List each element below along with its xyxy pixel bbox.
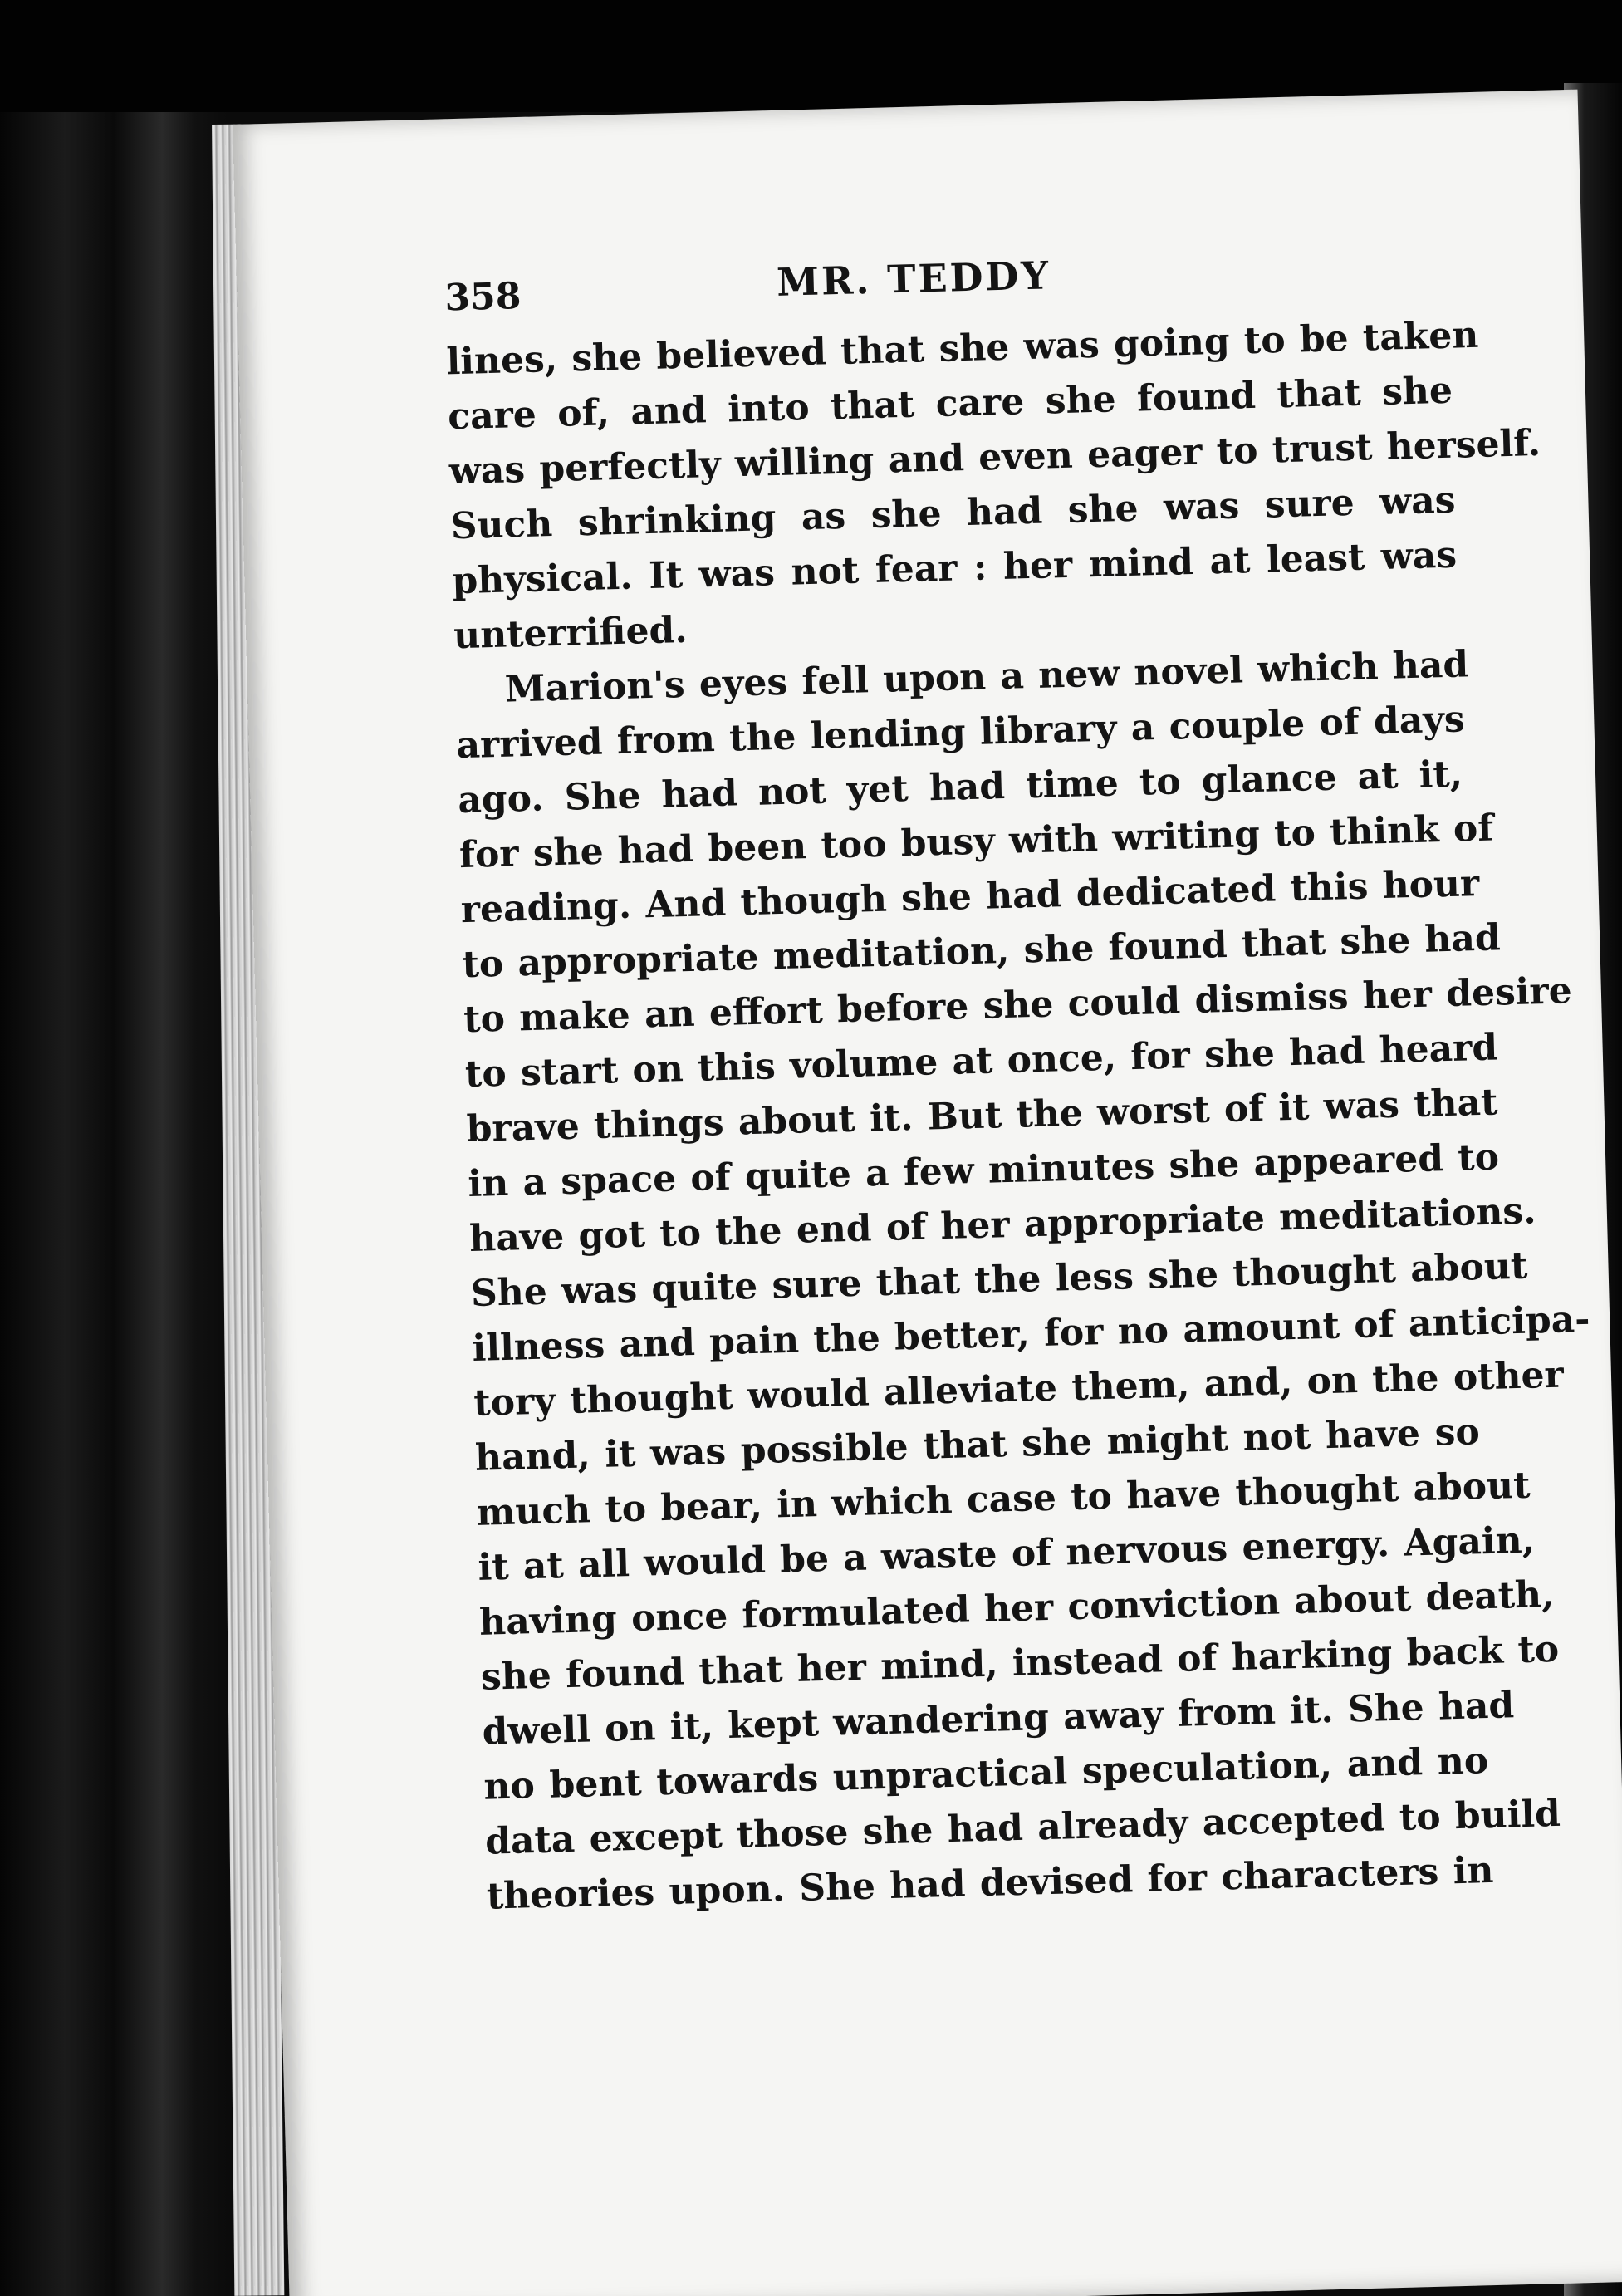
text-line: dwell on it, kept wandering away from it. She had bbox=[482, 1684, 1515, 1754]
text-line: unterrified. bbox=[453, 608, 688, 658]
text-line: ago. She had not yet had time to glance at it, bbox=[457, 753, 1463, 822]
text-line: to appropriate meditation, she found that she had bbox=[461, 916, 1502, 987]
text-line: Marion's eyes fell upon a new novel which had bbox=[504, 643, 1469, 711]
text-line: She was quite sure that the less she thought about bbox=[470, 1244, 1528, 1315]
text-line: was perfectly willing and even eager to trust herself. bbox=[448, 421, 1541, 493]
text-line: data except those she had already accepted to build bbox=[484, 1792, 1561, 1863]
text-line: lines, she believed that she was going to be taken bbox=[445, 313, 1479, 384]
text-line: brave things about it. But the worst of it was that bbox=[466, 1081, 1499, 1151]
text-line: for she had been too busy with writing to think of bbox=[458, 807, 1494, 877]
text-line: illness and pain the better, for no amount of anticipa- bbox=[472, 1298, 1591, 1370]
text-line: tory thought would alleviate them, and, on the other bbox=[473, 1353, 1565, 1425]
book-page bbox=[233, 90, 1622, 2296]
text-line: hand, it was possible that she might not have so bbox=[474, 1410, 1481, 1479]
text-line: physical. It was not fear : her mind at least was bbox=[451, 533, 1458, 603]
page-text-block bbox=[443, 234, 1591, 1925]
text-line: have got to the end of her appropriate meditations. bbox=[468, 1190, 1537, 1260]
page-body bbox=[445, 309, 1591, 1925]
text-line: reading. And though she had dedicated this hour bbox=[460, 862, 1480, 932]
text-line: she found that her mind, instead of harking back to bbox=[480, 1627, 1560, 1699]
text-line: in a space of quite a few minutes she appeared to bbox=[467, 1136, 1500, 1206]
running-head: MR. TEDDY bbox=[776, 253, 1051, 305]
page-number: 358 bbox=[443, 274, 522, 320]
text-line: no bent towards unpractical speculation, and no bbox=[483, 1739, 1489, 1808]
text-line: arrived from the lending library a couple of days bbox=[455, 698, 1466, 768]
text-line: Such shrinking as she had she was sure was bbox=[450, 478, 1457, 548]
text-line: much to bear, in which case to have thought about bbox=[476, 1464, 1531, 1534]
text-line: care of, and into that care she found that she bbox=[447, 369, 1453, 439]
text-line: to start on this volume at once, for she had heard bbox=[464, 1026, 1498, 1096]
paragraph bbox=[445, 309, 1541, 665]
text-line: having once formulated her conviction about death, bbox=[478, 1572, 1556, 1644]
paragraph bbox=[454, 638, 1591, 1925]
text-line: it at all would be a waste of nervous energy. Again, bbox=[477, 1518, 1536, 1589]
text-line: to make an effort before she could dismiss her desire bbox=[463, 969, 1573, 1042]
text-line: theories upon. She had devised for characters in bbox=[486, 1848, 1494, 1918]
